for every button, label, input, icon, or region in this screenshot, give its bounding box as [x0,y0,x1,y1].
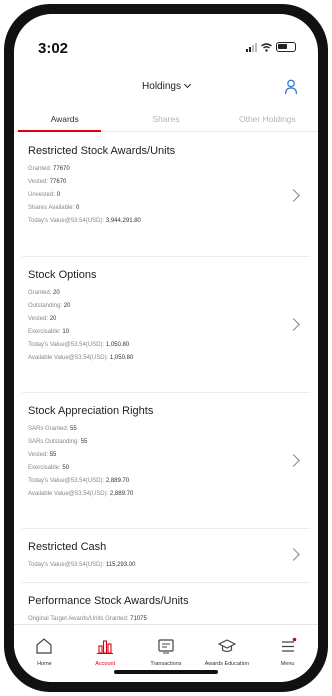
nav-home[interactable] [14,625,75,682]
tab-other-holdings[interactable]: Other Holdings [238,114,296,124]
nav-label: Awards Education [204,661,249,667]
status-icons [246,42,296,52]
account-chart-icon [96,637,114,655]
award-card-restricted-cash[interactable] [22,529,310,583]
holdings-dropdown[interactable] [14,81,318,92]
nav-label: Account [95,661,116,667]
award-card-performance-stock[interactable] [22,583,310,624]
row-granted: Granted: 20 [28,290,60,296]
user-profile-icon[interactable] [284,79,298,95]
card-title: Stock Options [28,269,97,281]
education-icon [218,637,236,655]
row-todays-value: Today's Value@53.54(USD): 2,889.70 [28,478,130,484]
nav-menu[interactable] [257,625,318,682]
row-available-value: Available Value@53.54(USD): 1,050.80 [28,355,134,361]
row-outstanding: Outstanding: 20 [28,303,71,309]
menu-icon [279,637,297,655]
card-title: Performance Stock Awards/Units [28,595,189,607]
home-icon [35,637,53,655]
chevron-down-icon [184,81,191,88]
row-sars-granted: SARs Granted: 55 [28,426,77,432]
row-todays-value: Today's Value@53.54(USD): 3,944,291.80 [28,218,141,224]
row-unvested: Unvested: 0 [28,192,61,198]
award-card-sars[interactable] [22,393,310,529]
row-vested: Vested: 77670 [28,179,67,185]
row-exercisable: Exercisable: 50 [28,465,70,471]
app-header [14,72,318,102]
nav-label: Menu [280,661,295,667]
row-todays-value: Today's Value@53.54(USD): 115,293.00 [28,562,136,568]
row-vested: Vested: 55 [28,452,57,458]
awards-list [14,133,318,624]
row-exercisable: Exercisable: 10 [28,329,70,335]
card-title: Restricted Cash [28,541,107,553]
app-screen [14,14,318,682]
card-title: Stock Appreciation Rights [28,405,154,417]
row-shares-available: Shares Available: 0 [28,205,80,211]
nav-label: Transactions [150,661,182,667]
row-todays-value: Today's Value@53.54(USD): 1,050.80 [28,342,130,348]
battery-icon [276,42,296,52]
signal-icon [246,43,257,52]
header-title: Holdings [142,81,181,92]
row-granted: Granted: 77670 [28,166,70,172]
status-time: 3:02 [38,40,69,57]
card-title: Restricted Stock Awards/Units [28,145,176,157]
nav-label: Home [37,661,52,667]
row-sars-outstanding: SARs Outstanding: 55 [28,439,88,445]
tab-awards[interactable]: Awards [14,106,115,131]
row-vested: Vested: 20 [28,316,57,322]
tab-shares[interactable]: Shares [152,114,180,124]
holdings-tabs [14,106,318,132]
award-card-stock-options[interactable] [22,257,310,393]
home-indicator [114,670,218,674]
phone-frame [4,4,328,692]
status-bar [14,14,318,66]
transactions-icon [157,637,175,655]
row-available-value: Available Value@53.54(USD): 2,889.70 [28,491,134,497]
award-card-restricted-stock[interactable] [22,133,310,257]
row-original-target: Original Target Awards/Units Granted: 71075 [28,616,147,622]
wifi-icon [261,43,272,52]
